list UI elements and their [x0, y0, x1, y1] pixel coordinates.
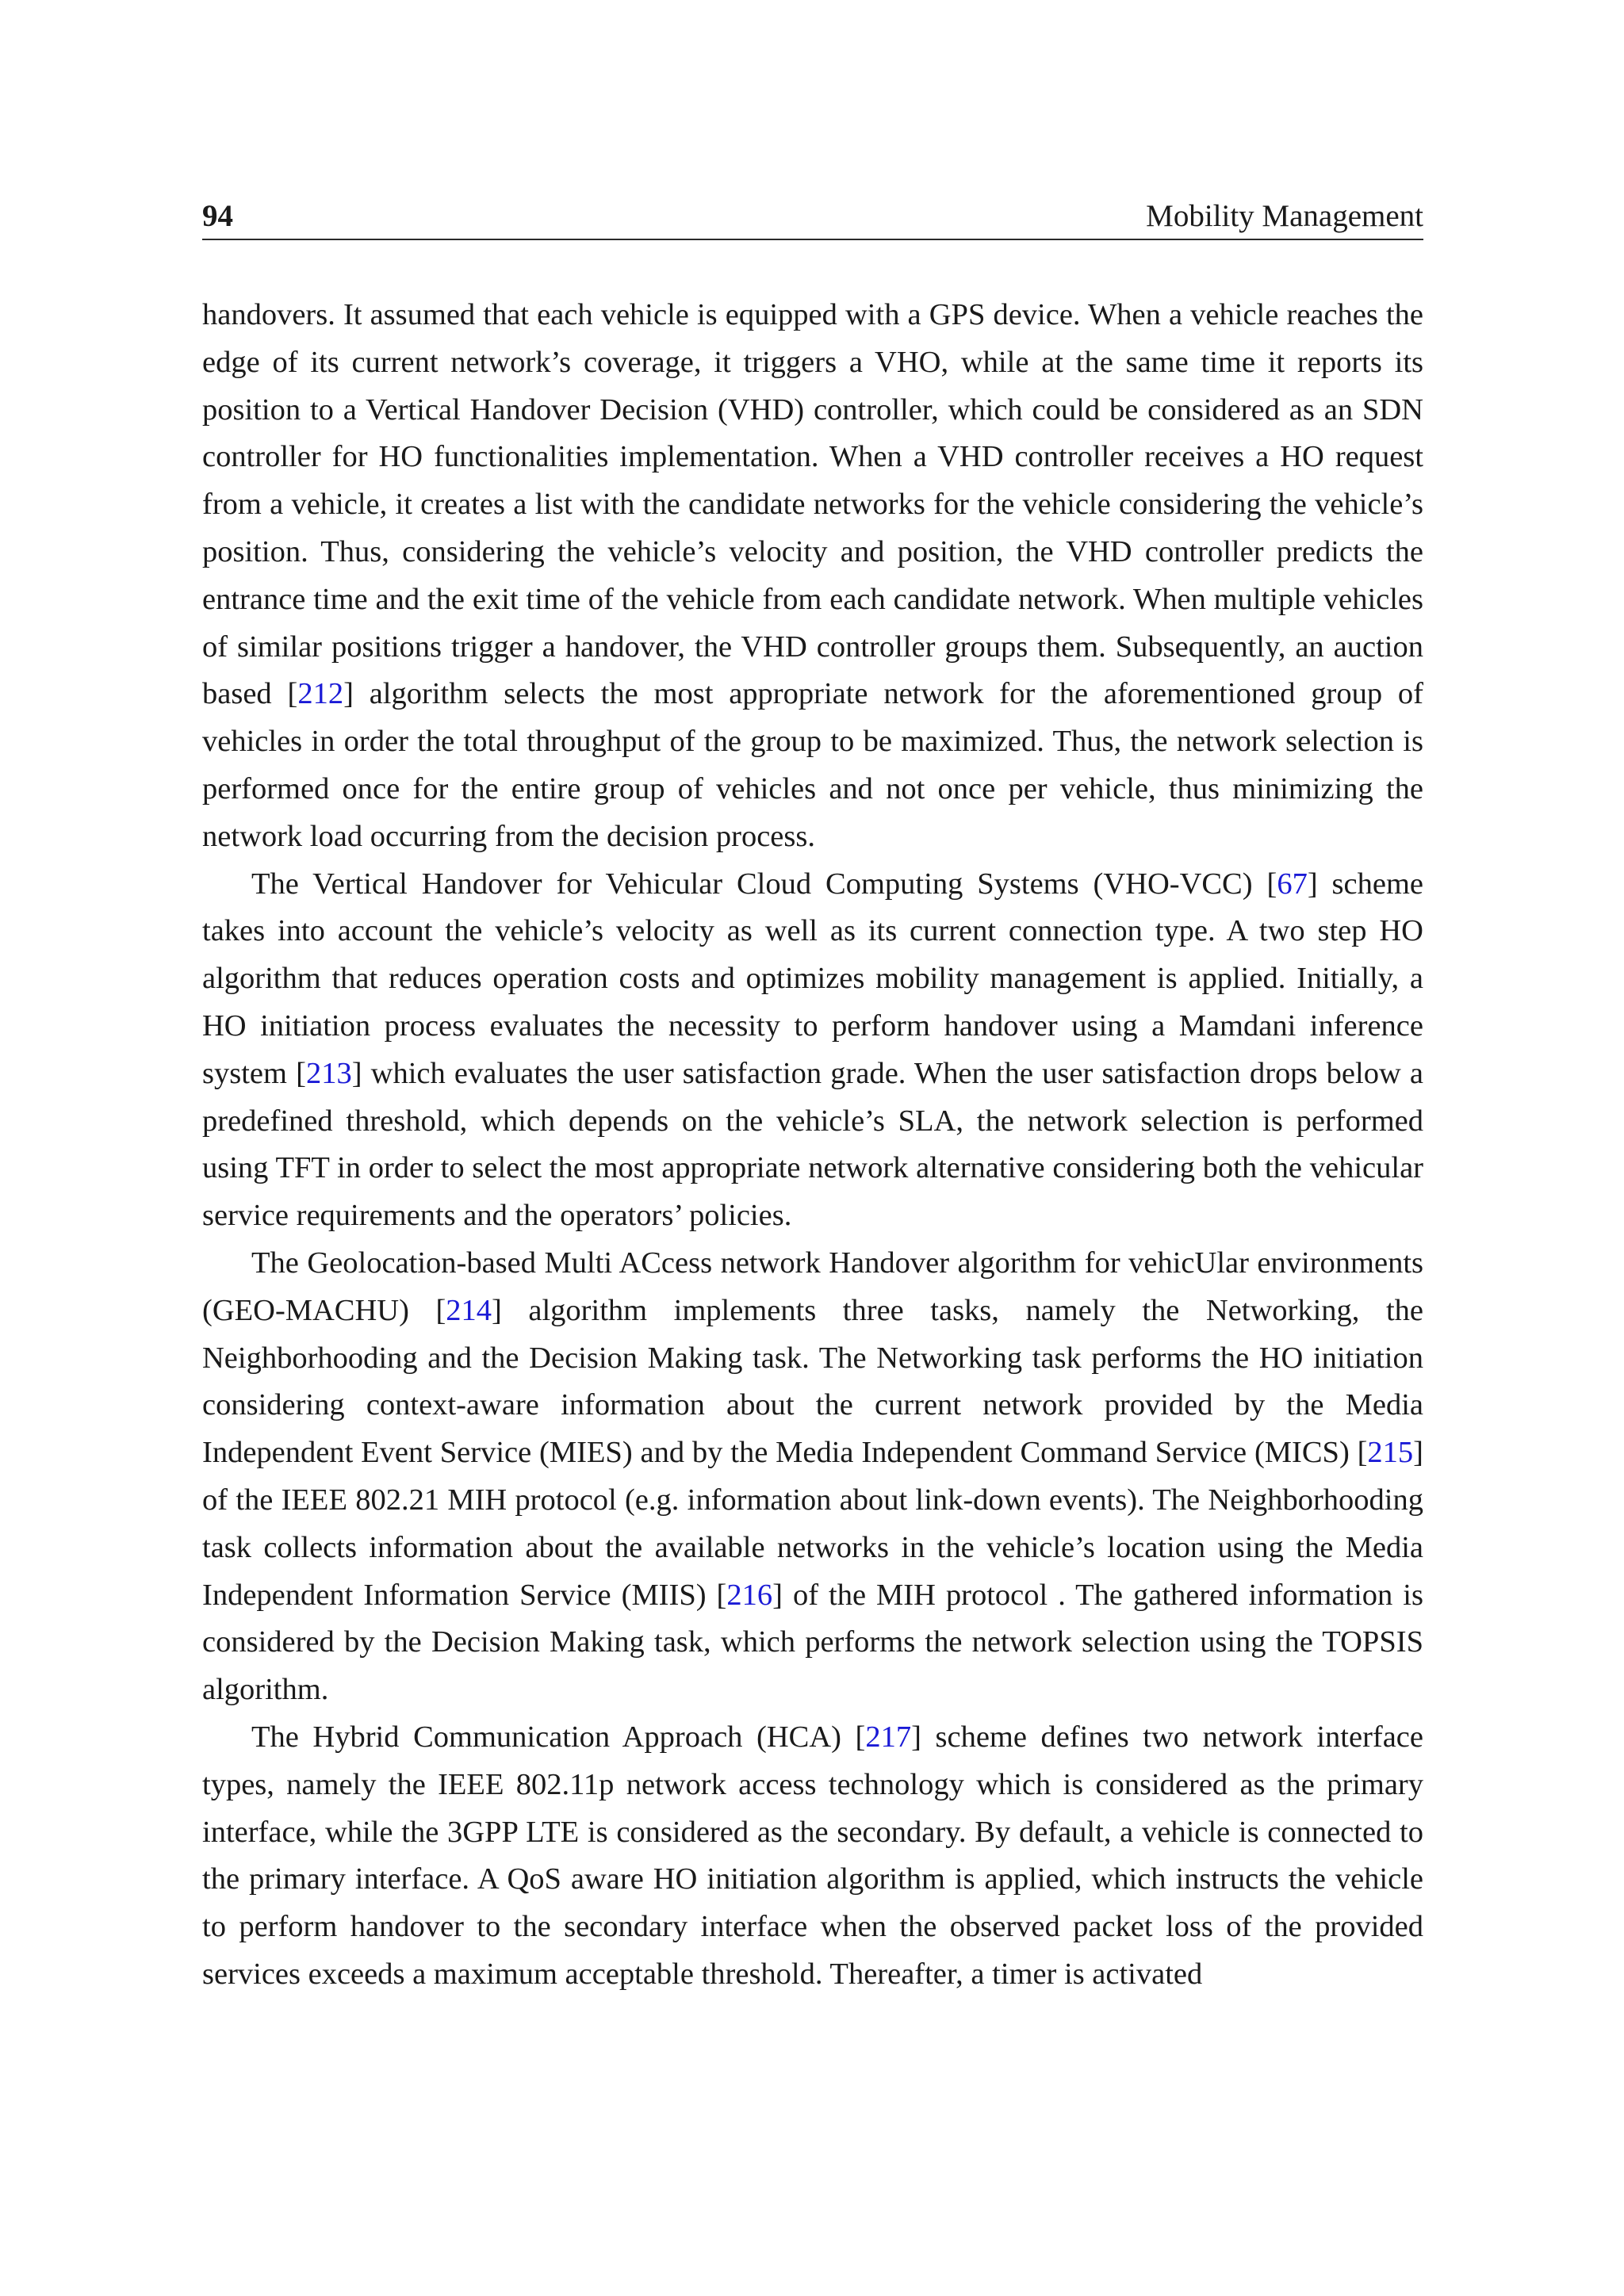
paragraph-text: ] of the IEEE 802.21 MIH protocol (e.g. information about link-down events). The Neighborhooding task collects information about the available networks in the vehicle’s location using the Media Independent Information Service (MIIS) [ — [202, 1436, 1423, 1612]
citation-link-67[interactable]: 67 — [1277, 867, 1308, 901]
paragraph-1 — [202, 292, 1423, 861]
paragraph-text: ] algorithm implements three tasks, namely the Networking, the Neighborhooding and the Decision Making task. The Networking task performs the HO initiation considering context-aware information about the current network provided by the Media Independent Event Service (MIES) and by the Media Independent Command Service (MICS) [ — [202, 1293, 1423, 1470]
paragraph-text: ] of the MIH protocol . The gathered information is considered by the Decision Making task, which performs the network selection using the TOPSIS algorithm. — [202, 1578, 1423, 1707]
paragraph-text: ] scheme defines two network interface types, namely the IEEE 802.11p network access technology which is considered as the primary interface, while the 3GPP LTE is considered as the secondary. By default, a vehicle is connected to the primary interface. A QoS aware HO initiation algorithm is applied, which instructs the vehicle to perform handover to the secondary interface when the observed packet loss of the provided services exceeds a maximum acceptable threshold. Thereafter, a timer is activated — [202, 1720, 1423, 1991]
paragraph-4 — [202, 1714, 1423, 1999]
citation-link-212[interactable]: 212 — [297, 677, 344, 711]
citation-link-214[interactable]: 214 — [446, 1293, 492, 1327]
page-number: 94 — [202, 199, 233, 233]
paragraph-text: The Vertical Handover for Vehicular Cloud Computing Systems (VHO-VCC) [ — [251, 867, 1277, 901]
citation-link-216[interactable]: 216 — [726, 1578, 773, 1612]
paragraph-text: The Hybrid Communication Approach (HCA) [ — [251, 1720, 866, 1754]
paragraph-text: ] which evaluates the user satisfaction grade. When the user satisfaction drops below a predefined threshold, which depends on the vehicle’s SLA, the network selection is performed using TFT in order to select the most appropriate network alternative considering both the vehicular service requirements and the operators’ policies. — [202, 1056, 1423, 1233]
body-text — [202, 292, 1423, 1999]
running-title: Mobility Management — [1146, 199, 1423, 233]
paragraph-text: handovers. It assumed that each vehicle is equipped with a GPS device. When a vehicle reaches the edge of its current network’s coverage, it triggers a VHO, while at the same time it reports its position to a Vertical Handover Decision (VHD) controller, which could be considered as an SDN controller for HO functionalities implementation. When a VHD controller receives a HO request from a vehicle, it creates a list with the candidate networks for the vehicle considering the vehicle’s position. Thus, considering the vehicle’s velocity and position, the VHD controller predicts the entrance time and the exit time of the vehicle from each candidate network. When multiple vehicles of similar positions trigger a handover, the VHD controller groups them. Subsequently, an auction based [ — [202, 298, 1423, 711]
paragraph-text: ] algorithm selects the most appropriate network for the aforementioned group of vehicles in order the total throughput of the group to be maximized. Thus, the network selection is performed once for the entire group of vehicles and not once per vehicle, thus minimizing the network load occurring from the decision process. — [202, 677, 1423, 853]
paragraph-text: ] scheme takes into account the vehicle’s velocity as well as its current connection type. A two step HO algorithm that reduces operation costs and optimizes mobility management is applied. Initially, a HO initiation process evaluates the necessity to perform handover using a Mamdani inference system [ — [202, 867, 1424, 1090]
paragraph-text: The Geolocation-based Multi ACcess network Handover algorithm for vehicUlar environments (GEO-MACHU) [ — [202, 1246, 1423, 1327]
citation-link-217[interactable]: 217 — [865, 1720, 912, 1754]
paragraph-3 — [202, 1240, 1423, 1714]
page-header — [202, 194, 1423, 240]
citation-link-213[interactable]: 213 — [305, 1056, 352, 1090]
citation-link-215[interactable]: 215 — [1367, 1436, 1414, 1470]
paragraph-2 — [202, 861, 1423, 1240]
